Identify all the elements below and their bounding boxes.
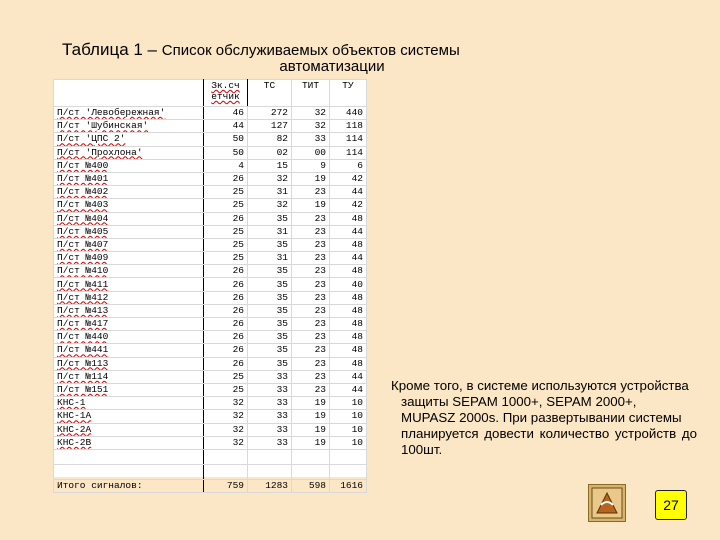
table-row: [54, 146, 367, 159]
table-cell: 127: [248, 120, 292, 133]
table-cell: 23: [292, 186, 330, 199]
table-row: [54, 291, 367, 304]
table-cell: 35: [248, 212, 292, 225]
table-cell: 31: [248, 225, 292, 238]
table-cell: П/ст №400: [54, 159, 204, 172]
table-cell: 272: [248, 107, 292, 120]
table-cell: ТИТ: [292, 80, 330, 107]
table-cell: КНС-1: [54, 397, 204, 410]
table-cell: 32: [204, 423, 248, 436]
table-cell: П/ст №412: [54, 291, 204, 304]
table-spacer-row: [54, 449, 367, 464]
table-cell-empty: [330, 449, 367, 464]
table-cell: 48: [330, 331, 367, 344]
table-row: [54, 410, 367, 423]
table-cell: Зк.сч етчик: [204, 80, 248, 107]
table-row: [54, 331, 367, 344]
table-cell: 48: [330, 344, 367, 357]
table-cell: ТУ: [330, 80, 367, 107]
table-cell: П/ст 'Левобережная': [54, 107, 204, 120]
table-cell: 35: [248, 238, 292, 251]
table-cell: 23: [292, 238, 330, 251]
table-cell: П/ст №440: [54, 331, 204, 344]
table-cell: 26: [204, 265, 248, 278]
table-cell: 35: [248, 331, 292, 344]
table-cell: 32: [292, 107, 330, 120]
table-cell: 9: [292, 159, 330, 172]
table-cell: П/ст №410: [54, 265, 204, 278]
table-row: [54, 252, 367, 265]
table-cell: 26: [204, 331, 248, 344]
table-cell: 48: [330, 212, 367, 225]
table-row: [54, 383, 367, 396]
table-cell: 44: [330, 252, 367, 265]
table-cell: 23: [292, 212, 330, 225]
table-row: [54, 225, 367, 238]
table-cell: 25: [204, 199, 248, 212]
table-cell-empty: [292, 449, 330, 464]
side-paragraph-2: защиты SEPAM 1000+, SEPAM 2000+,: [401, 394, 637, 409]
table-cell: 40: [330, 278, 367, 291]
table-cell: 19: [292, 410, 330, 423]
table-cell: 48: [330, 304, 367, 317]
side-description: [391, 378, 697, 458]
table-cell: П/ст 'Шубинская': [54, 120, 204, 133]
table-cell-empty: [204, 449, 248, 464]
objects-grid: [53, 79, 367, 493]
table-cell: 42: [330, 199, 367, 212]
table-row: [54, 133, 367, 146]
table-cell: [54, 80, 204, 107]
table-cell: 44: [330, 370, 367, 383]
table-cell: 19: [292, 199, 330, 212]
table-row: [54, 423, 367, 436]
table-cell: 23: [292, 318, 330, 331]
table-cell: 33: [248, 423, 292, 436]
table-cell: 23: [292, 291, 330, 304]
table-cell: 15: [248, 159, 292, 172]
table-cell: 10: [330, 397, 367, 410]
table-row: [54, 159, 367, 172]
table-cell: 00: [292, 146, 330, 159]
table-cell: П/ст №113: [54, 357, 204, 370]
table-cell: 25: [204, 186, 248, 199]
table-cell: 10: [330, 423, 367, 436]
table-cell: 33: [292, 133, 330, 146]
side-paragraph-1: Кроме того, в системе используются устройства: [391, 378, 689, 393]
table-cell: 23: [292, 252, 330, 265]
table-cell: ТС: [248, 80, 292, 107]
table-cell: 26: [204, 304, 248, 317]
table-cell: 32: [204, 410, 248, 423]
table-cell: П/ст №404: [54, 212, 204, 225]
table-cell: 10: [330, 436, 367, 449]
table-row: [54, 278, 367, 291]
table-cell: 118: [330, 120, 367, 133]
table-cell: 23: [292, 331, 330, 344]
table-cell: 25: [204, 238, 248, 251]
table-cell: 33: [248, 436, 292, 449]
table-row: [54, 238, 367, 251]
table-total-row: [54, 479, 367, 492]
table-cell: П/ст №417: [54, 318, 204, 331]
table-cell-empty: [54, 464, 204, 479]
table-cell: 19: [292, 423, 330, 436]
table-cell: 48: [330, 357, 367, 370]
table-cell: 33: [248, 410, 292, 423]
table-cell: П/ст №402: [54, 186, 204, 199]
table-cell: 759: [204, 479, 248, 492]
table-cell: 50: [204, 146, 248, 159]
table-cell: 35: [248, 304, 292, 317]
table-row: [54, 107, 367, 120]
table-cell-empty: [54, 449, 204, 464]
table-header-row: [54, 80, 367, 107]
table-cell: 19: [292, 436, 330, 449]
table-cell: 23: [292, 370, 330, 383]
table-cell: П/ст №411: [54, 278, 204, 291]
table-cell: 32: [204, 397, 248, 410]
table-cell: П/ст №114: [54, 370, 204, 383]
table-cell: 33: [248, 397, 292, 410]
table-cell: 23: [292, 225, 330, 238]
table-cell: 114: [330, 133, 367, 146]
title-line-2: автоматизации: [279, 58, 385, 75]
title-line-1: [62, 40, 502, 60]
table-spacer-row: [54, 464, 367, 479]
table-cell: 26: [204, 212, 248, 225]
table-cell: 1616: [330, 479, 367, 492]
table-cell-empty: [292, 464, 330, 479]
table-cell: 10: [330, 410, 367, 423]
table-cell: 25: [204, 252, 248, 265]
table-cell: 32: [204, 436, 248, 449]
table-cell: КНС-2А: [54, 423, 204, 436]
title-prefix: Таблица 1 –: [62, 40, 162, 59]
table-cell-empty: [248, 464, 292, 479]
table-row: [54, 318, 367, 331]
table-cell: 44: [330, 186, 367, 199]
table-cell: 35: [248, 344, 292, 357]
table-cell: 25: [204, 383, 248, 396]
objects-table: [53, 79, 366, 491]
table-cell: 46: [204, 107, 248, 120]
table-cell: 50: [204, 133, 248, 146]
table-cell: 02: [248, 146, 292, 159]
table-cell: 48: [330, 318, 367, 331]
table-cell: 48: [330, 291, 367, 304]
logo-graphic: [589, 485, 625, 521]
table-row: [54, 304, 367, 317]
table-row: [54, 172, 367, 185]
table-cell: П/ст №403: [54, 199, 204, 212]
page-number: 27: [655, 490, 687, 520]
table-cell: 32: [292, 120, 330, 133]
title-main: Список обслуживаемых объектов системы: [161, 42, 460, 59]
table-row: [54, 265, 367, 278]
slide-title: [62, 40, 502, 75]
table-cell: 19: [292, 397, 330, 410]
table-cell: 26: [204, 278, 248, 291]
table-cell: КНС-2В: [54, 436, 204, 449]
side-paragraph-4: планируется довести количество устройств до 100шт.: [401, 426, 697, 457]
table-cell: 25: [204, 225, 248, 238]
table-cell: 26: [204, 172, 248, 185]
table-cell: 6: [330, 159, 367, 172]
table-cell: 440: [330, 107, 367, 120]
table-cell: 25: [204, 370, 248, 383]
table-row: [54, 344, 367, 357]
table-cell: 82: [248, 133, 292, 146]
table-row: [54, 199, 367, 212]
table-cell: 4: [204, 159, 248, 172]
table-cell: П/ст №407: [54, 238, 204, 251]
table-cell-empty: [204, 464, 248, 479]
table-row: [54, 357, 367, 370]
table-cell: П/ст 'ЦПС 2': [54, 133, 204, 146]
table-cell: 598: [292, 479, 330, 492]
table-row: [54, 397, 367, 410]
side-paragraph-3: MUPASZ 2000s. При развертывании системы: [401, 410, 682, 425]
table-row: [54, 212, 367, 225]
table-row: [54, 370, 367, 383]
table-cell: 26: [204, 318, 248, 331]
table-cell: 26: [204, 291, 248, 304]
table-cell: 33: [248, 383, 292, 396]
table-cell: 31: [248, 252, 292, 265]
table-cell: 23: [292, 278, 330, 291]
table-cell: 114: [330, 146, 367, 159]
table-cell: 48: [330, 238, 367, 251]
table-cell: П/ст 'Прохлона': [54, 146, 204, 159]
table-cell: 23: [292, 383, 330, 396]
table-cell: 44: [330, 383, 367, 396]
table-cell: КНС-1А: [54, 410, 204, 423]
table-cell: Итого сигналов:: [54, 479, 204, 492]
table-cell: 42: [330, 172, 367, 185]
logo-icon[interactable]: [588, 484, 626, 522]
table-cell: 1283: [248, 479, 292, 492]
table-cell: 35: [248, 278, 292, 291]
table-row: [54, 120, 367, 133]
table-cell: 44: [204, 120, 248, 133]
table-cell-empty: [330, 464, 367, 479]
table-cell: 35: [248, 318, 292, 331]
table-cell: П/ст №413: [54, 304, 204, 317]
table-cell: 33: [248, 370, 292, 383]
table-cell: 26: [204, 344, 248, 357]
table-cell: 19: [292, 172, 330, 185]
table-cell: П/ст №441: [54, 344, 204, 357]
table-cell: 48: [330, 265, 367, 278]
table-row: [54, 186, 367, 199]
table-cell: 23: [292, 344, 330, 357]
table-cell: П/ст №151: [54, 383, 204, 396]
table-cell: 26: [204, 357, 248, 370]
table-cell-empty: [248, 449, 292, 464]
table-row: [54, 436, 367, 449]
table-cell: 35: [248, 291, 292, 304]
table-cell: 23: [292, 265, 330, 278]
table-cell: 31: [248, 186, 292, 199]
table-cell: 35: [248, 357, 292, 370]
table-cell: 32: [248, 199, 292, 212]
table-cell: 23: [292, 304, 330, 317]
table-cell: 44: [330, 225, 367, 238]
table-cell: П/ст №401: [54, 172, 204, 185]
table-cell: 32: [248, 172, 292, 185]
table-cell: П/ст №405: [54, 225, 204, 238]
table-cell: 23: [292, 357, 330, 370]
table-cell: П/ст №409: [54, 252, 204, 265]
table-cell: 35: [248, 265, 292, 278]
